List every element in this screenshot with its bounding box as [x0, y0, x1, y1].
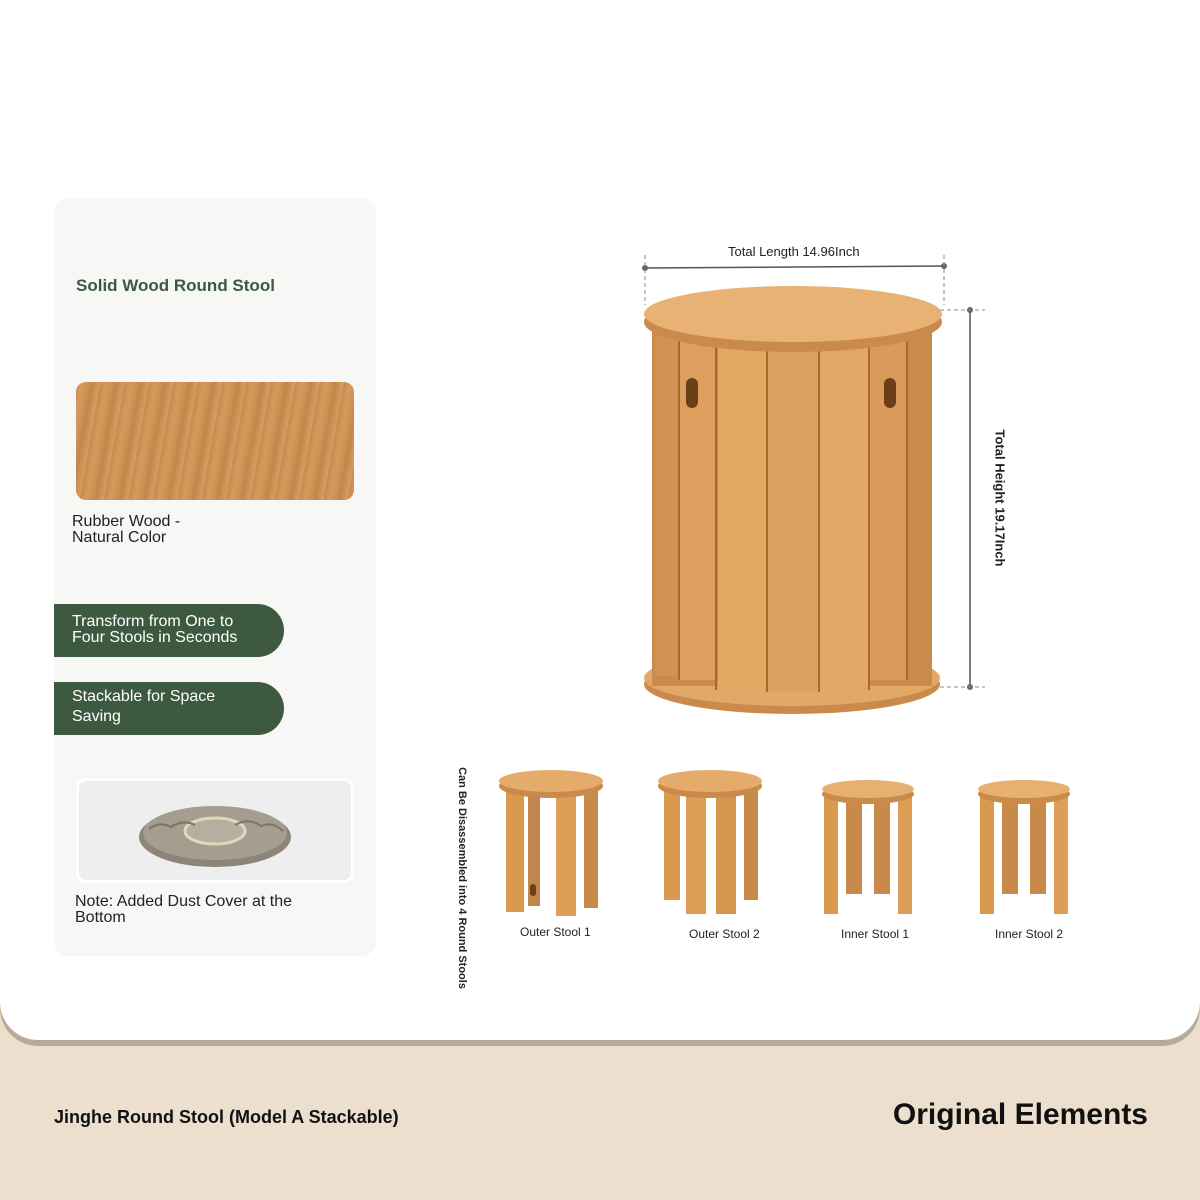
dust-cover-note: Note: Added Dust Cover at the Bottom [75, 893, 293, 926]
swatch-label: Rubber Wood - Natural Color [72, 513, 181, 546]
stool-label-inner-1: Inner Stool 1 [841, 927, 910, 941]
outer-stool-2 [658, 770, 762, 914]
inner-stool-2 [978, 780, 1070, 914]
height-dimension-label: Total Height 19.17Inch [992, 429, 1008, 567]
panel-title: Solid Wood Round Stool [76, 276, 275, 295]
stool-label-outer-2: Outer Stool 2 [689, 927, 760, 941]
product-name: Jinghe Round Stool (Model A Stackable) [54, 1107, 399, 1127]
feature-pill-transform: Transform from One to Four Stools in Seconds [54, 604, 284, 657]
brand-badge: Original Elements [892, 1098, 1148, 1131]
length-dimension-label: Total Length 14.96Inch [728, 244, 860, 259]
disassembly-caption: Can Be Disassembled into 4 Round Stools [456, 767, 468, 989]
stool-label-outer-1: Outer Stool 1 [520, 925, 591, 939]
feature-pill-stackable: Stackable for Space Saving [54, 682, 284, 735]
stool-label-inner-2: Inner Stool 2 [995, 927, 1064, 941]
inner-stool-1 [822, 780, 914, 914]
outer-stool-1 [499, 770, 603, 916]
